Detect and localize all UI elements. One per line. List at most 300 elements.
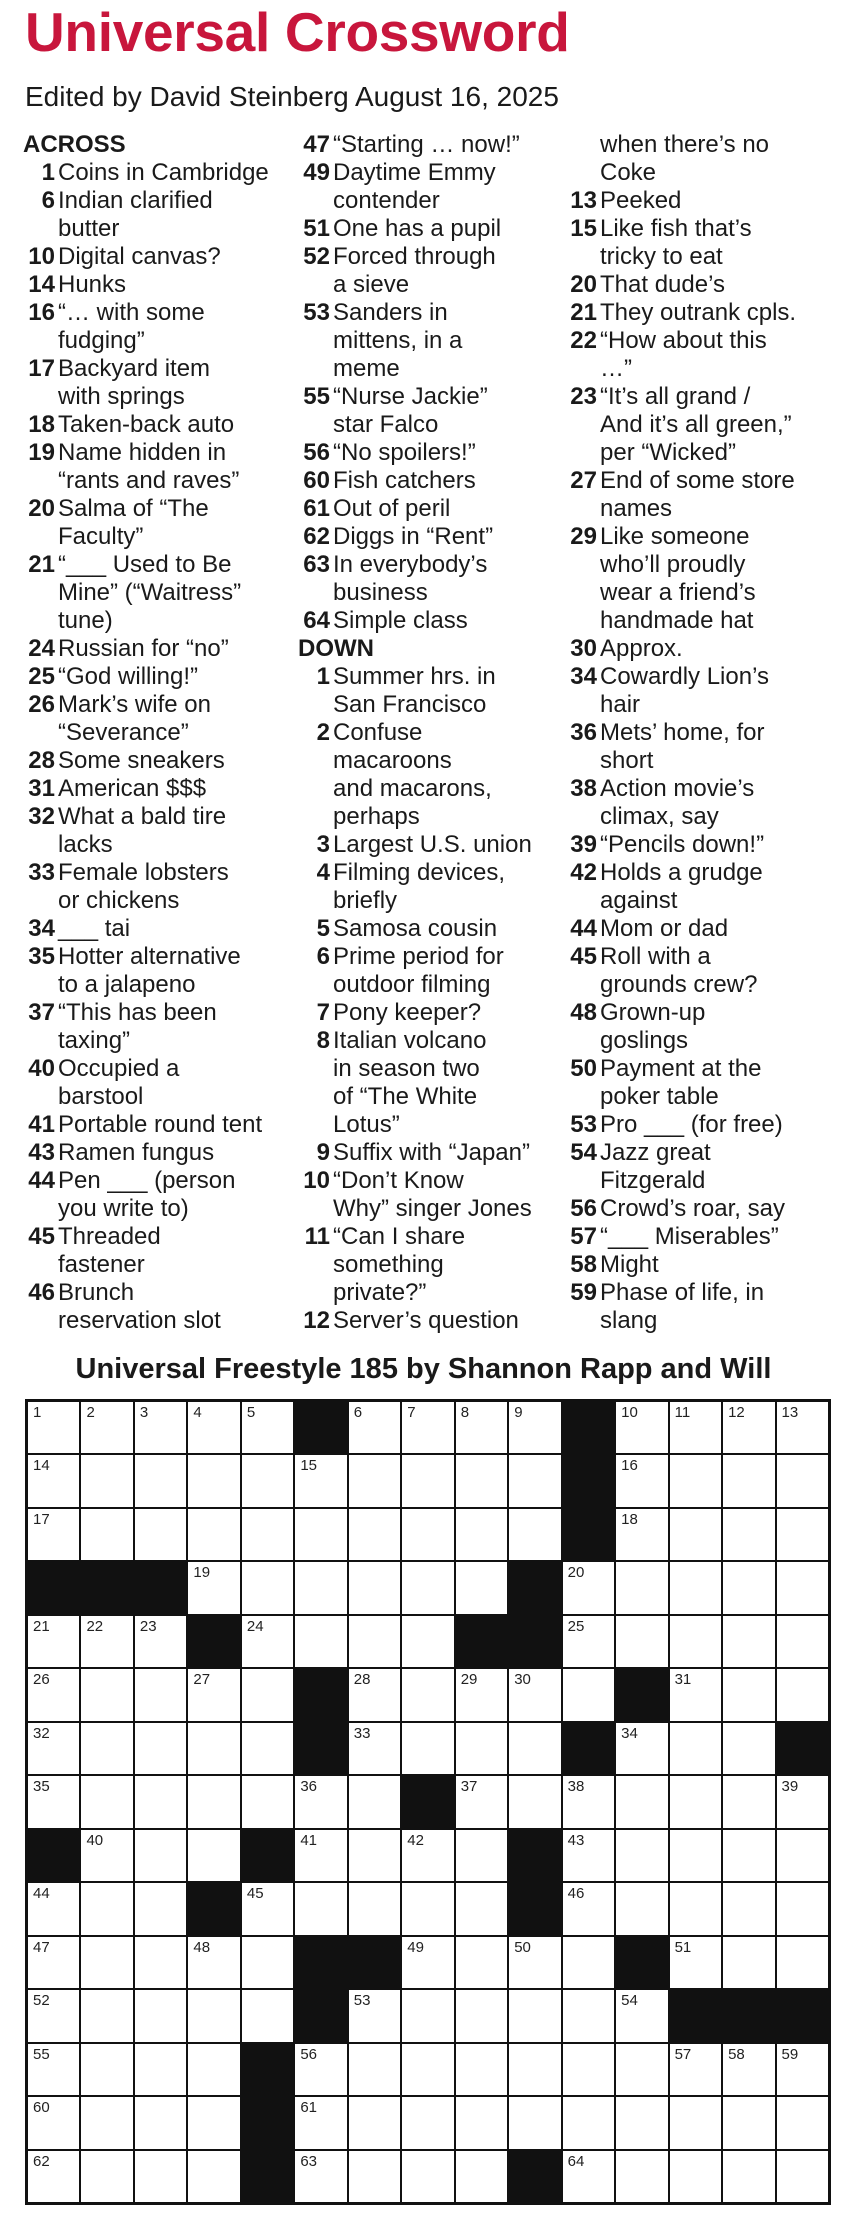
- clue-number: 21: [28, 551, 55, 578]
- grid-cell-r9-c6[interactable]: [349, 1883, 400, 1934]
- clue-text: star Falco: [333, 411, 439, 438]
- grid-cell-r8-c13[interactable]: [723, 1830, 774, 1881]
- clue-number: 63: [303, 551, 330, 578]
- grid-cell-r0-c4[interactable]: [242, 1402, 293, 1453]
- grid-cell-r6-c7[interactable]: [402, 1723, 453, 1774]
- grid-cell-r12-c2[interactable]: [135, 2044, 186, 2095]
- cell-number: 48: [193, 1938, 211, 1956]
- grid-cell-r3-c3[interactable]: [188, 1562, 239, 1613]
- black-square: [295, 1990, 346, 2041]
- grid-cell-r8-c12[interactable]: [670, 1830, 721, 1881]
- grid-cell-r13-c12[interactable]: [670, 2097, 721, 2148]
- grid-cell-r12-c13[interactable]: [723, 2044, 774, 2095]
- clue-number: 34: [570, 663, 597, 690]
- clue-across-33: [25, 887, 295, 915]
- grid-cell-r2-c3[interactable]: [188, 1509, 239, 1560]
- clue-text: “Can I share: [333, 1223, 466, 1250]
- grid-cell-r12-c1[interactable]: [81, 2044, 132, 2095]
- cell-number: 9: [514, 1404, 523, 1421]
- clue-text: ___ tai: [58, 915, 131, 942]
- grid-cell-r4-c7[interactable]: [402, 1616, 453, 1667]
- grid-cell-r9-c7[interactable]: [402, 1883, 453, 1934]
- clue-number: 26: [28, 691, 55, 718]
- grid-cell-r11-c10[interactable]: [563, 1990, 614, 2041]
- clue-across-41: [25, 1111, 295, 1139]
- clue-text: hair: [600, 691, 641, 718]
- grid-cell-r13-c14[interactable]: [777, 2097, 828, 2148]
- clue-across-1: [25, 159, 295, 187]
- grid-cell-r10-c1[interactable]: [81, 1937, 132, 1988]
- black-square: [509, 2151, 560, 2202]
- clue-text: They outrank cpls.: [600, 299, 797, 326]
- clue-across-47: [300, 131, 570, 159]
- grid-cell-r13-c9[interactable]: [509, 2097, 560, 2148]
- grid-cell-r4-c13[interactable]: [723, 1616, 774, 1667]
- grid-cell-r4-c0[interactable]: [28, 1616, 79, 1667]
- down-heading: DOWN: [298, 635, 374, 662]
- grid-cell-r11-c4[interactable]: [242, 1990, 293, 2041]
- clue-across-28: [25, 747, 295, 775]
- grid-cell-r13-c0[interactable]: [28, 2097, 79, 2148]
- grid-cell-r1-c7[interactable]: [402, 1455, 453, 1506]
- grid-cell-r9-c11[interactable]: [616, 1883, 667, 1934]
- cell-number: 50: [514, 1938, 531, 1956]
- clue-down-54: [567, 1139, 839, 1167]
- grid-cell-r11-c6[interactable]: [349, 1990, 400, 2041]
- grid-cell-r1-c12[interactable]: [670, 1455, 721, 1506]
- grid-cell-r1-c9[interactable]: [509, 1455, 560, 1506]
- grid-cell-r12-c11[interactable]: [616, 2044, 667, 2095]
- grid-cell-r0-c0[interactable]: [28, 1402, 79, 1453]
- clue-text: Salma of “The: [58, 495, 209, 522]
- clue-across-37: [25, 999, 295, 1027]
- grid-cell-r10-c7[interactable]: [402, 1937, 453, 1988]
- grid-cell-r9-c4[interactable]: [242, 1883, 293, 1934]
- grid-cell-r5-c3[interactable]: [188, 1669, 239, 1720]
- grid-cell-r3-c11[interactable]: [616, 1562, 667, 1613]
- grid-cell-r5-c6[interactable]: [349, 1669, 400, 1720]
- grid-cell-r8-c6[interactable]: [349, 1830, 400, 1881]
- grid-cell-r13-c8[interactable]: [456, 2097, 507, 2148]
- grid-cell-r6-c3[interactable]: [188, 1723, 239, 1774]
- grid-cell-r6-c13[interactable]: [723, 1723, 774, 1774]
- clue-number: 11: [304, 1223, 330, 1250]
- clue-number: 20: [28, 495, 55, 522]
- clue-down-2: [300, 719, 570, 747]
- grid-cell-r0-c8[interactable]: [456, 1402, 507, 1453]
- clue-number: 39: [570, 831, 597, 858]
- grid-cell-r0-c6[interactable]: [349, 1402, 400, 1453]
- clue-number: 32: [28, 803, 55, 830]
- grid-cell-r3-c13[interactable]: [723, 1562, 774, 1613]
- clue-number: 35: [28, 943, 55, 970]
- clue-across-35: [25, 943, 295, 971]
- grid-cell-r3-c12[interactable]: [670, 1562, 721, 1613]
- grid-cell-r7-c3[interactable]: [188, 1776, 239, 1827]
- grid-cell-r10-c14[interactable]: [777, 1937, 828, 1988]
- grid-cell-r6-c2[interactable]: [135, 1723, 186, 1774]
- across-heading: ACROSS: [23, 131, 126, 158]
- cell-number: 4: [193, 1404, 202, 1421]
- grid-cell-r6-c9[interactable]: [509, 1723, 560, 1774]
- grid-cell-r14-c2[interactable]: [135, 2151, 186, 2202]
- grid-cell-r6-c0[interactable]: [28, 1723, 79, 1774]
- clue-text: Faculty”: [58, 523, 144, 550]
- grid-cell-r9-c12[interactable]: [670, 1883, 721, 1934]
- clue-across-46: [25, 1279, 295, 1307]
- grid-cell-r11-c9[interactable]: [509, 1990, 560, 2041]
- grid-cell-r7-c4[interactable]: [242, 1776, 293, 1827]
- grid-cell-r14-c6[interactable]: [349, 2151, 400, 2202]
- grid-cell-r0-c14[interactable]: [777, 1402, 828, 1453]
- grid-cell-r2-c2[interactable]: [135, 1509, 186, 1560]
- grid-cell-r9-c1[interactable]: [81, 1883, 132, 1934]
- grid-cell-r6-c12[interactable]: [670, 1723, 721, 1774]
- grid-cell-r9-c0[interactable]: [28, 1883, 79, 1934]
- clue-down-50: [567, 1083, 839, 1111]
- clue-across-40: [25, 1083, 295, 1111]
- clue-across-55: [300, 411, 570, 439]
- grid-cell-r7-c14[interactable]: [777, 1776, 828, 1827]
- grid-cell-r2-c11[interactable]: [616, 1509, 667, 1560]
- grid-cell-r5-c9[interactable]: [509, 1669, 560, 1720]
- cell-number: 14: [33, 1457, 50, 1475]
- clue-text: tricky to eat: [600, 243, 723, 270]
- clue-across-32: [25, 803, 295, 831]
- grid-cell-r14-c14[interactable]: [777, 2151, 828, 2202]
- grid-cell-r8-c10[interactable]: [563, 1830, 614, 1881]
- clue-text: Summer hrs. in: [333, 663, 496, 690]
- clue-across-45: [25, 1223, 295, 1251]
- clue-text: goslings: [600, 1027, 689, 1054]
- grid-cell-r5-c13[interactable]: [723, 1669, 774, 1720]
- clue-down-34: [567, 691, 839, 719]
- clue-down-29: [567, 579, 839, 607]
- grid-cell-r7-c9[interactable]: [509, 1776, 560, 1827]
- grid-cell-r2-c7[interactable]: [402, 1509, 453, 1560]
- grid-cell-r14-c8[interactable]: [456, 2151, 507, 2202]
- grid-cell-r7-c11[interactable]: [616, 1776, 667, 1827]
- grid-cell-r11-c8[interactable]: [456, 1990, 507, 2041]
- cell-number: 7: [407, 1404, 416, 1421]
- clue-across-63: [300, 551, 570, 579]
- clue-across-32: [25, 831, 295, 859]
- grid-cell-r3-c6[interactable]: [349, 1562, 400, 1613]
- black-square: [723, 1990, 774, 2041]
- grid-cell-r12-c6[interactable]: [349, 2044, 400, 2095]
- grid-cell-r7-c12[interactable]: [670, 1776, 721, 1827]
- clue-text: Occupied a: [58, 1055, 180, 1082]
- grid-cell-r13-c2[interactable]: [135, 2097, 186, 2148]
- grid-cell-r13-c3[interactable]: [188, 2097, 239, 2148]
- grid-cell-r5-c14[interactable]: [777, 1669, 828, 1720]
- grid-cell-r4-c6[interactable]: [349, 1616, 400, 1667]
- grid-cell-r4-c5[interactable]: [295, 1616, 346, 1667]
- grid-cell-r3-c8[interactable]: [456, 1562, 507, 1613]
- grid-cell-r2-c12[interactable]: [670, 1509, 721, 1560]
- clue-number: 16: [28, 299, 55, 326]
- clue-down-9: [300, 1139, 570, 1167]
- clue-text: Russian for “no”: [58, 635, 229, 662]
- grid-cell-r7-c6[interactable]: [349, 1776, 400, 1827]
- grid-cell-r1-c14[interactable]: [777, 1455, 828, 1506]
- clue-across-25: [25, 663, 295, 691]
- grid-cell-r1-c0[interactable]: [28, 1455, 79, 1506]
- clue-number: 57: [570, 1223, 597, 1250]
- grid-cell-r2-c0[interactable]: [28, 1509, 79, 1560]
- cell-number: 53: [353, 1992, 371, 2010]
- grid-cell-r1-c2[interactable]: [135, 1455, 186, 1506]
- clue-text: Might: [600, 1251, 659, 1278]
- grid-cell-r1-c11[interactable]: [616, 1455, 667, 1506]
- grid-cell-r0-c7[interactable]: [402, 1402, 453, 1453]
- grid-cell-r1-c13[interactable]: [723, 1455, 774, 1506]
- grid-cell-r1-c3[interactable]: [188, 1455, 239, 1506]
- grid-cell-r9-c14[interactable]: [777, 1883, 828, 1934]
- clue-down-13: [567, 187, 839, 215]
- cell-number: 64: [567, 2152, 585, 2170]
- black-square: [188, 1883, 239, 1934]
- cell-number: 28: [353, 1671, 371, 1689]
- cell-number: 39: [781, 1778, 799, 1796]
- grid-cell-r3-c10[interactable]: [563, 1562, 614, 1613]
- clue-number: 36: [570, 719, 597, 746]
- grid-cell-r8-c7[interactable]: [402, 1830, 453, 1881]
- grid-cell-r2-c9[interactable]: [509, 1509, 560, 1560]
- grid-cell-r2-c4[interactable]: [242, 1509, 293, 1560]
- grid-cell-r13-c6[interactable]: [349, 2097, 400, 2148]
- cell-number: 51: [674, 1938, 692, 1956]
- grid-cell-r12-c10[interactable]: [563, 2044, 614, 2095]
- clue-number: 50: [570, 1055, 597, 1082]
- grid-cell-r7-c13[interactable]: [723, 1776, 774, 1827]
- grid-cell-r12-c14[interactable]: [777, 2044, 828, 2095]
- clue-number: 46: [28, 1279, 55, 1306]
- grid-cell-r4-c11[interactable]: [616, 1616, 667, 1667]
- clue-number: 6: [316, 943, 330, 970]
- grid-cell-r9-c5[interactable]: [295, 1883, 346, 1934]
- grid-cell-r10-c2[interactable]: [135, 1937, 186, 1988]
- grid-cell-r3-c5[interactable]: [295, 1562, 346, 1613]
- grid-cell-r13-c13[interactable]: [723, 2097, 774, 2148]
- grid-cell-r9-c2[interactable]: [135, 1883, 186, 1934]
- clue-text: In everybody’s: [333, 551, 488, 578]
- grid-cell-r0-c13[interactable]: [723, 1402, 774, 1453]
- clue-text: Grown-up: [600, 999, 706, 1026]
- grid-cell-r2-c8[interactable]: [456, 1509, 507, 1560]
- grid-cell-r1-c8[interactable]: [456, 1455, 507, 1506]
- grid-cell-r5-c2[interactable]: [135, 1669, 186, 1720]
- grid-cell-r6-c1[interactable]: [81, 1723, 132, 1774]
- grid-cell-r2-c14[interactable]: [777, 1509, 828, 1560]
- grid-cell-r0-c11[interactable]: [616, 1402, 667, 1453]
- clue-down-42: [567, 859, 839, 887]
- clue-number: 22: [570, 327, 597, 354]
- grid-cell-r11-c1[interactable]: [81, 1990, 132, 2041]
- grid-cell-r4-c12[interactable]: [670, 1616, 721, 1667]
- grid-cell-r8-c2[interactable]: [135, 1830, 186, 1881]
- grid-cell-r8-c5[interactable]: [295, 1830, 346, 1881]
- cell-number: 36: [300, 1778, 318, 1796]
- grid-cell-r7-c10[interactable]: [563, 1776, 614, 1827]
- clue-text: “Nurse Jackie”: [333, 383, 488, 410]
- grid-cell-r5-c0[interactable]: [28, 1669, 79, 1720]
- grid-cell-r11-c0[interactable]: [28, 1990, 79, 2041]
- grid-cell-r1-c1[interactable]: [81, 1455, 132, 1506]
- grid-cell-r0-c2[interactable]: [135, 1402, 186, 1453]
- cell-number: 54: [621, 1992, 638, 2010]
- cell-number: 31: [674, 1671, 692, 1689]
- grid-cell-r7-c1[interactable]: [81, 1776, 132, 1827]
- grid-cell-r14-c1[interactable]: [81, 2151, 132, 2202]
- clue-down-2: [300, 803, 570, 831]
- clue-number: 23: [570, 383, 597, 410]
- clue-number: 64: [303, 607, 330, 634]
- clue-text: handmade hat: [600, 607, 754, 634]
- clue-across-44: [25, 1195, 295, 1223]
- grid-cell-r13-c7[interactable]: [402, 2097, 453, 2148]
- grid-cell-r12-c5[interactable]: [295, 2044, 346, 2095]
- cell-number: 21: [33, 1617, 50, 1635]
- grid-cell-r10-c4[interactable]: [242, 1937, 293, 1988]
- grid-cell-r14-c11[interactable]: [616, 2151, 667, 2202]
- grid-cell-r14-c13[interactable]: [723, 2151, 774, 2202]
- clue-text: reservation slot: [58, 1307, 221, 1334]
- grid-cell-r9-c8[interactable]: [456, 1883, 507, 1934]
- grid-cell-r1-c4[interactable]: [242, 1455, 293, 1506]
- grid-cell-r0-c9[interactable]: [509, 1402, 560, 1453]
- grid-cell-r11-c3[interactable]: [188, 1990, 239, 2041]
- clue-down-45: [567, 971, 839, 999]
- grid-cell-r13-c5[interactable]: [295, 2097, 346, 2148]
- grid-cell-r10-c13[interactable]: [723, 1937, 774, 1988]
- clue-text: outdoor filming: [333, 971, 491, 998]
- grid-cell-r13-c1[interactable]: [81, 2097, 132, 2148]
- grid-cell-r7-c5[interactable]: [295, 1776, 346, 1827]
- grid-cell-r6-c4[interactable]: [242, 1723, 293, 1774]
- grid-cell-r11-c11[interactable]: [616, 1990, 667, 2041]
- grid-cell-r14-c0[interactable]: [28, 2151, 79, 2202]
- grid-cell-r5-c7[interactable]: [402, 1669, 453, 1720]
- grid-cell-r2-c1[interactable]: [81, 1509, 132, 1560]
- grid-cell-r2-c13[interactable]: [723, 1509, 774, 1560]
- grid-cell-r3-c7[interactable]: [402, 1562, 453, 1613]
- grid-cell-r8-c3[interactable]: [188, 1830, 239, 1881]
- clue-across-56: [300, 439, 570, 467]
- grid-cell-r12-c7[interactable]: [402, 2044, 453, 2095]
- grid-cell-r13-c10[interactable]: [563, 2097, 614, 2148]
- grid-cell-r14-c7[interactable]: [402, 2151, 453, 2202]
- grid-cell-r12-c12[interactable]: [670, 2044, 721, 2095]
- clue-down-23: [567, 411, 839, 439]
- grid-cell-r0-c12[interactable]: [670, 1402, 721, 1453]
- grid-cell-r10-c0[interactable]: [28, 1937, 79, 1988]
- grid-cell-r14-c12[interactable]: [670, 2151, 721, 2202]
- grid-cell-r8-c14[interactable]: [777, 1830, 828, 1881]
- grid-cell-r7-c0[interactable]: [28, 1776, 79, 1827]
- grid-cell-r13-c11[interactable]: [616, 2097, 667, 2148]
- cell-number: 19: [193, 1564, 211, 1582]
- clue-text: Sanders in: [333, 299, 448, 326]
- grid-cell-r5-c1[interactable]: [81, 1669, 132, 1720]
- grid-cell-r9-c10[interactable]: [563, 1883, 614, 1934]
- grid-cell-r11-c2[interactable]: [135, 1990, 186, 2041]
- grid-cell-r5-c12[interactable]: [670, 1669, 721, 1720]
- grid-cell-r4-c10[interactable]: [563, 1616, 614, 1667]
- clue-text: mittens, in a: [333, 327, 463, 354]
- clue-across-53: [300, 327, 570, 355]
- cell-number: 11: [674, 1404, 691, 1421]
- grid-cell-r8-c8[interactable]: [456, 1830, 507, 1881]
- clue-text: Filming devices,: [333, 859, 506, 886]
- grid-cell-r6-c6[interactable]: [349, 1723, 400, 1774]
- grid-cell-r1-c6[interactable]: [349, 1455, 400, 1506]
- grid-cell-r0-c3[interactable]: [188, 1402, 239, 1453]
- grid-cell-r7-c8[interactable]: [456, 1776, 507, 1827]
- grid-cell-r10-c9[interactable]: [509, 1937, 560, 1988]
- grid-cell-r11-c7[interactable]: [402, 1990, 453, 2041]
- grid-cell-r12-c8[interactable]: [456, 2044, 507, 2095]
- clue-down-2: [300, 747, 570, 775]
- grid-cell-r2-c5[interactable]: [295, 1509, 346, 1560]
- grid-cell-r12-c9[interactable]: [509, 2044, 560, 2095]
- grid-cell-r8-c11[interactable]: [616, 1830, 667, 1881]
- clue-text: Approx.: [600, 635, 683, 662]
- grid-cell-r1-c5[interactable]: [295, 1455, 346, 1506]
- cell-number: 1: [33, 1404, 42, 1421]
- clue-across-34: [25, 915, 295, 943]
- grid-cell-r8-c1[interactable]: [81, 1830, 132, 1881]
- grid-cell-r2-c6[interactable]: [349, 1509, 400, 1560]
- grid-cell-r9-c13[interactable]: [723, 1883, 774, 1934]
- clue-down-4: [300, 859, 570, 887]
- grid-cell-r4-c14[interactable]: [777, 1616, 828, 1667]
- grid-cell-r6-c8[interactable]: [456, 1723, 507, 1774]
- grid-cell-r5-c8[interactable]: [456, 1669, 507, 1720]
- grid-cell-r6-c11[interactable]: [616, 1723, 667, 1774]
- clue-number: 31: [28, 775, 55, 802]
- grid-cell-r7-c2[interactable]: [135, 1776, 186, 1827]
- cell-number: 58: [728, 2045, 745, 2063]
- clue-down-20: [567, 271, 839, 299]
- puzzle-heading: Universal Freestyle 185 by Shannon Rapp and Will: [75, 1353, 772, 1385]
- grid-cell-r10-c12[interactable]: [670, 1937, 721, 1988]
- grid-cell-r3-c4[interactable]: [242, 1562, 293, 1613]
- grid-cell-r10-c3[interactable]: [188, 1937, 239, 1988]
- grid-cell-r12-c3[interactable]: [188, 2044, 239, 2095]
- grid-cell-r0-c1[interactable]: [81, 1402, 132, 1453]
- grid-cell-r14-c3[interactable]: [188, 2151, 239, 2202]
- grid-cell-r14-c10[interactable]: [563, 2151, 614, 2202]
- clue-text: Confuse: [333, 719, 423, 746]
- grid-cell-r5-c4[interactable]: [242, 1669, 293, 1720]
- grid-cell-r4-c2[interactable]: [135, 1616, 186, 1667]
- grid-cell-r14-c5[interactable]: [295, 2151, 346, 2202]
- grid-cell-r12-c0[interactable]: [28, 2044, 79, 2095]
- clue-number: 10: [28, 243, 55, 270]
- clue-down-11: [300, 1223, 570, 1251]
- grid-cell-r10-c8[interactable]: [456, 1937, 507, 1988]
- grid-cell-r4-c1[interactable]: [81, 1616, 132, 1667]
- clue-text: Forced through: [333, 243, 496, 270]
- black-square: [188, 1616, 239, 1667]
- grid-cell-r5-c10[interactable]: [563, 1669, 614, 1720]
- clue-down-23: [567, 439, 839, 467]
- grid-cell-r4-c4[interactable]: [242, 1616, 293, 1667]
- clue-text: Action movie’s: [600, 775, 755, 802]
- grid-cell-r3-c14[interactable]: [777, 1562, 828, 1613]
- grid-cell-r10-c10[interactable]: [563, 1937, 614, 1988]
